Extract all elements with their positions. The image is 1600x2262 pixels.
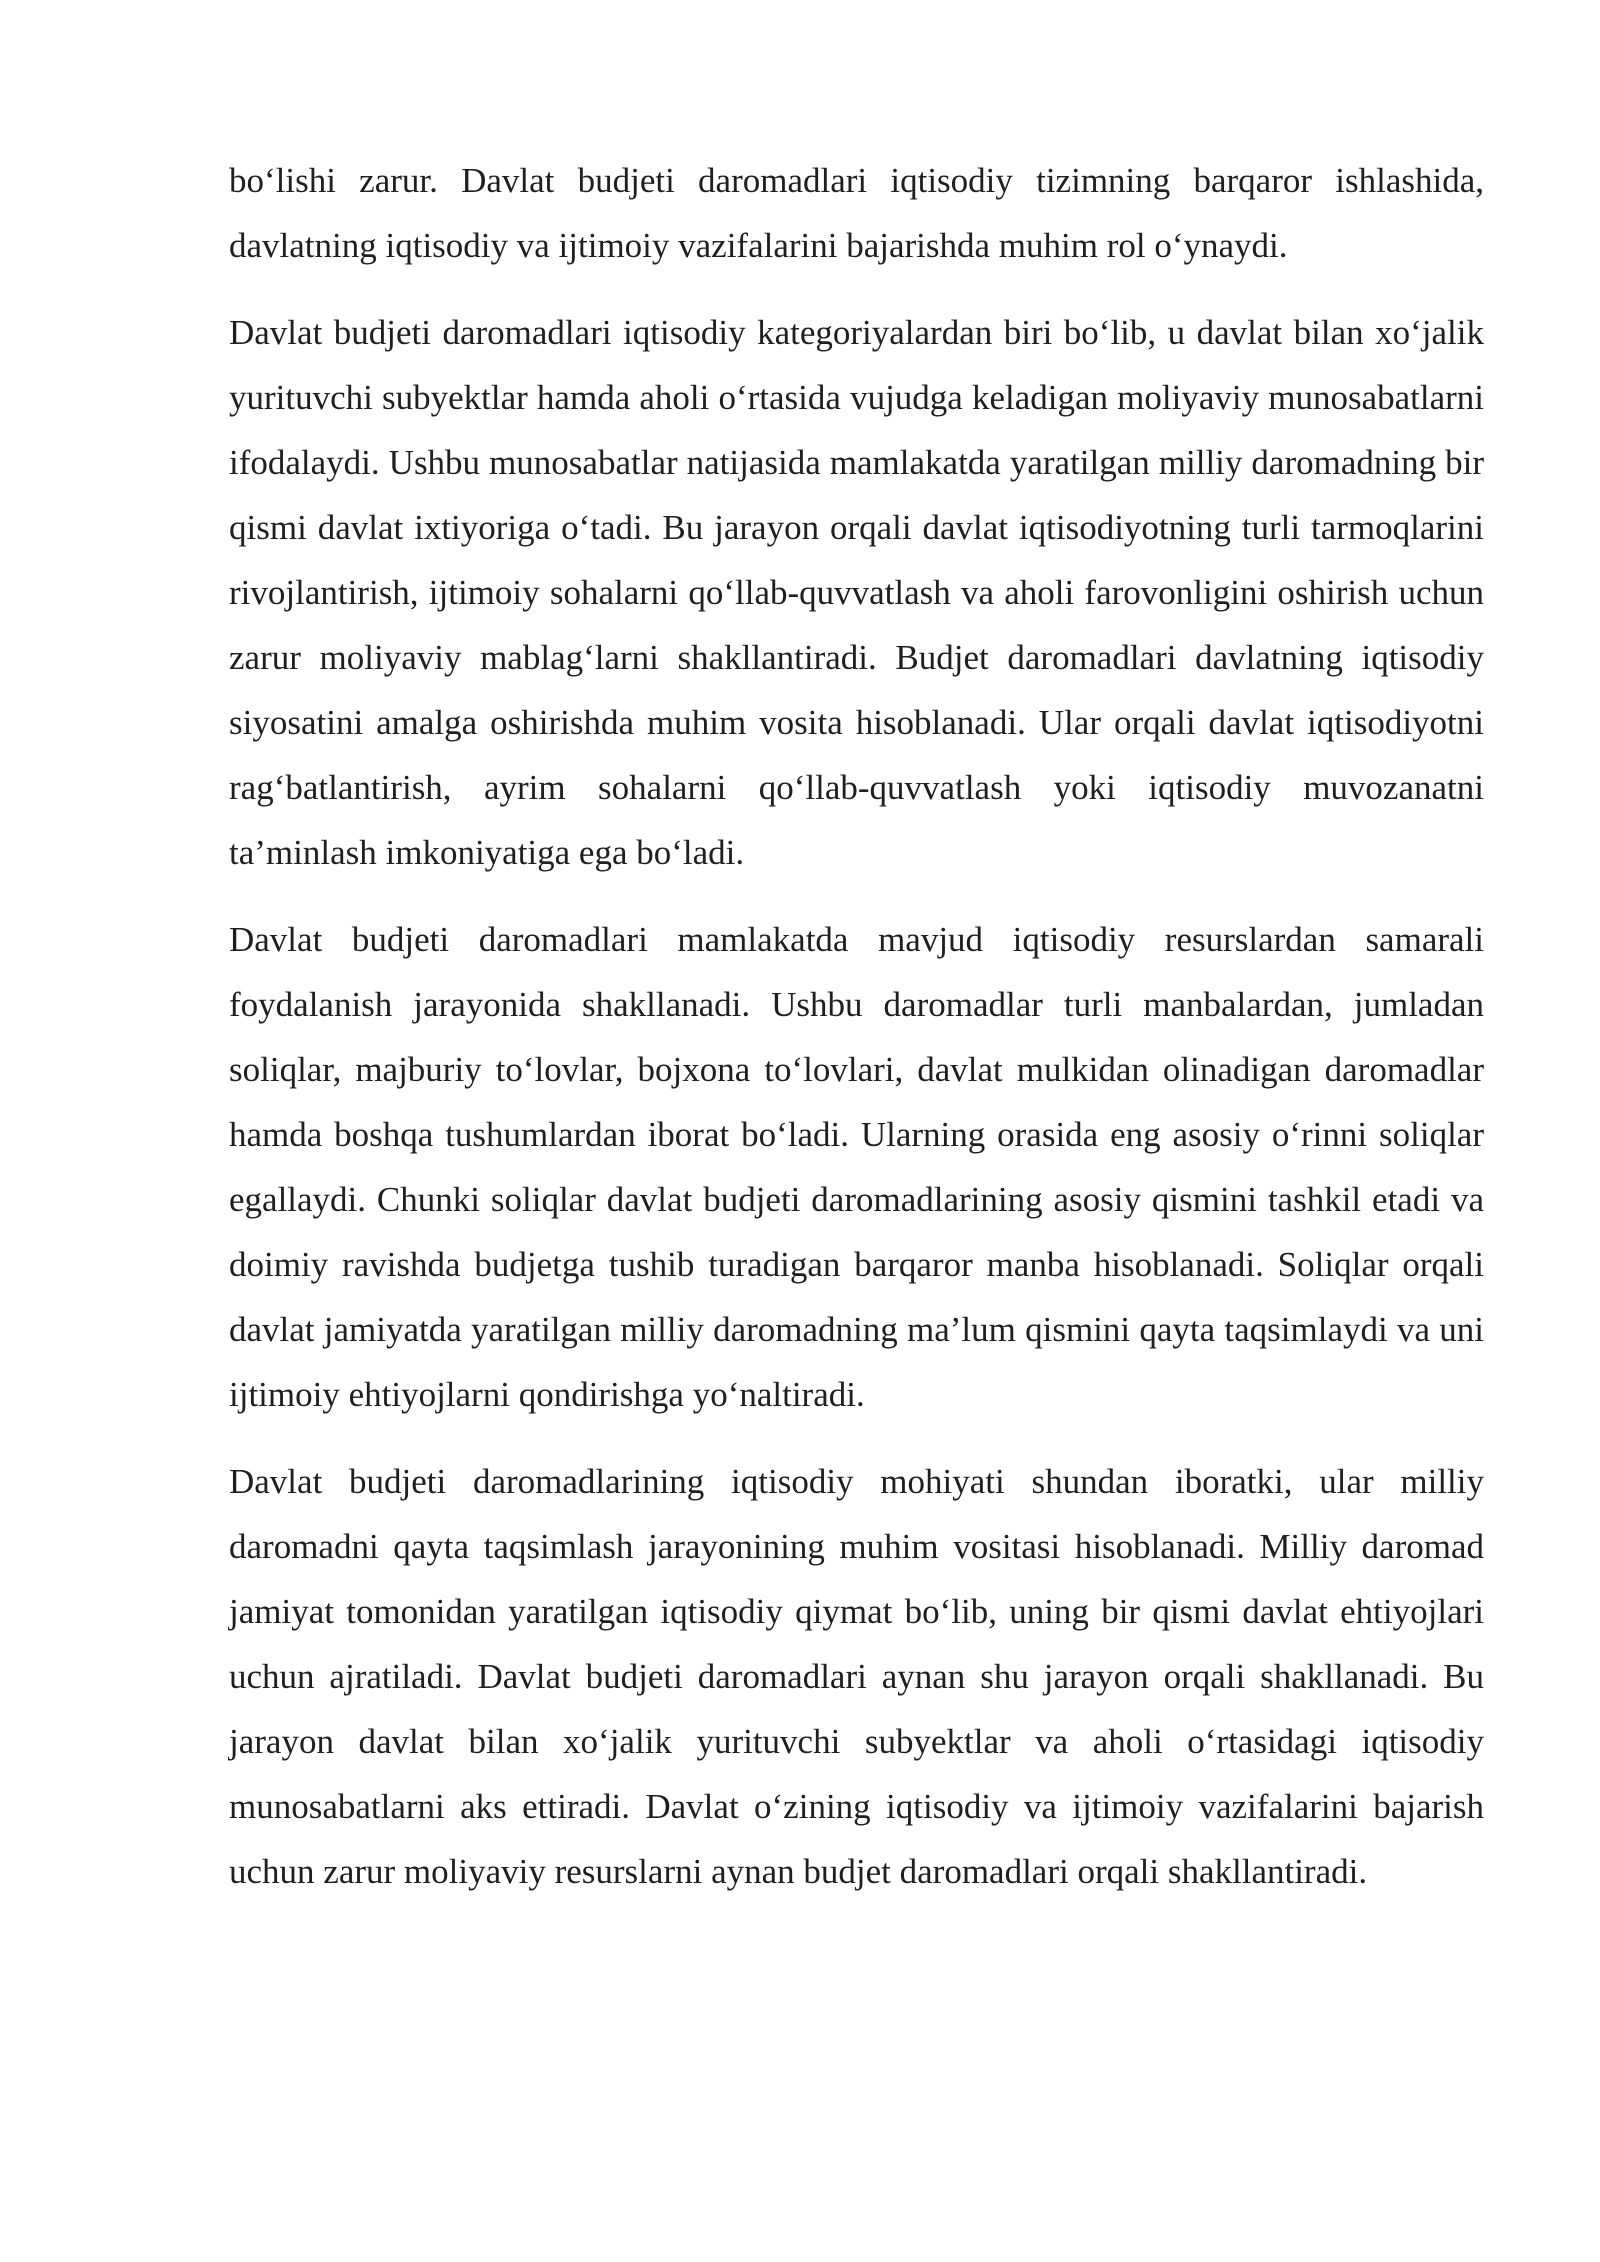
paragraph-2: Davlat budjeti daromadlari iqtisodiy kategoriyalardan biri bo‘lib, u davlat bilan xo‘jalik yurituvchi subyektlar hamda aholi o‘rtasida vujudga keladigan moliyaviy munosabatlarni ifodalaydi. Ushbu munosabatlar natijasida mamlakatda yaratilgan milliy daromadning bir qismi davlat ixtiyoriga o‘tadi. Bu jarayon orqali davlat iqtisodiyotning turli tarmoqlarini rivojlantirish, ijtimoiy sohalarni qo‘llab-quvvatlash va aholi farovonligini oshirish uchun zarur moliyaviy mablag‘larni shakllantiradi. Budjet daromadlari davlatning iqtisodiy siyosatini amalga oshirishda muhim vosita hisoblanadi. Ular orqali davlat iqtisodiyotni rag‘batlantirish, ayrim sohalarni qo‘llab-quvvatlash yoki iqtisodiy muvozanatni ta’minlash imkoniyatiga ega bo‘ladi. — [229, 313, 1484, 872]
paragraph-4: Davlat budjeti daromadlarining iqtisodiy mohiyati shundan iboratki, ular milliy daromadni qayta taqsimlash jarayonining muhim vositasi hisoblanadi. Milliy daromad jamiyat tomonidan yaratilgan iqtisodiy qiymat bo‘lib, uning bir qismi davlat ehtiyojlari uchun ajratiladi. Davlat budjeti daromadlari aynan shu jarayon orqali shakllanadi. Bu jarayon davlat bilan xo‘jalik yurituvchi subyektlar va aholi o‘rtasidagi iqtisodiy munosabatlarni aks ettiradi. Davlat o‘zining iqtisodiy va ijtimoiy vazifalarini bajarish uchun zarur moliyaviy resurslarni aynan budjet daromadlari orqali shakllantiradi. — [229, 1462, 1484, 1891]
paragraph-3: Davlat budjeti daromadlari mamlakatda mavjud iqtisodiy resurslardan samarali foydalanish jarayonida shakllanadi. Ushbu daromadlar turli manbalardan, jumladan soliqlar, majburiy to‘lovlar, bojxona to‘lovlari, davlat mulkidan olinadigan daromadlar hamda boshqa tushumlardan iborat bo‘ladi. Ularning orasida eng asosiy o‘rinni soliqlar egallaydi. Chunki soliqlar davlat budjeti daromadlarining asosiy qismini tashkil etadi va doimiy ravishda budjetga tushib turadigan barqaror manba hisoblanadi. Soliqlar orqali davlat jamiyatda yaratilgan milliy daromadning ma’lum qismini qayta taqsimlaydi va uni ijtimoiy ehtiyojlarni qondirishga yo‘naltiradi. — [229, 920, 1484, 1414]
body-text — [229, 148, 1484, 1904]
paragraph-1: bo‘lishi zarur. Davlat budjeti daromadlari iqtisodiy tizimning barqaror ishlashida, davlatning iqtisodiy va ijtimoiy vazifalarini bajarishda muhim rol o‘ynaydi. — [229, 161, 1484, 265]
